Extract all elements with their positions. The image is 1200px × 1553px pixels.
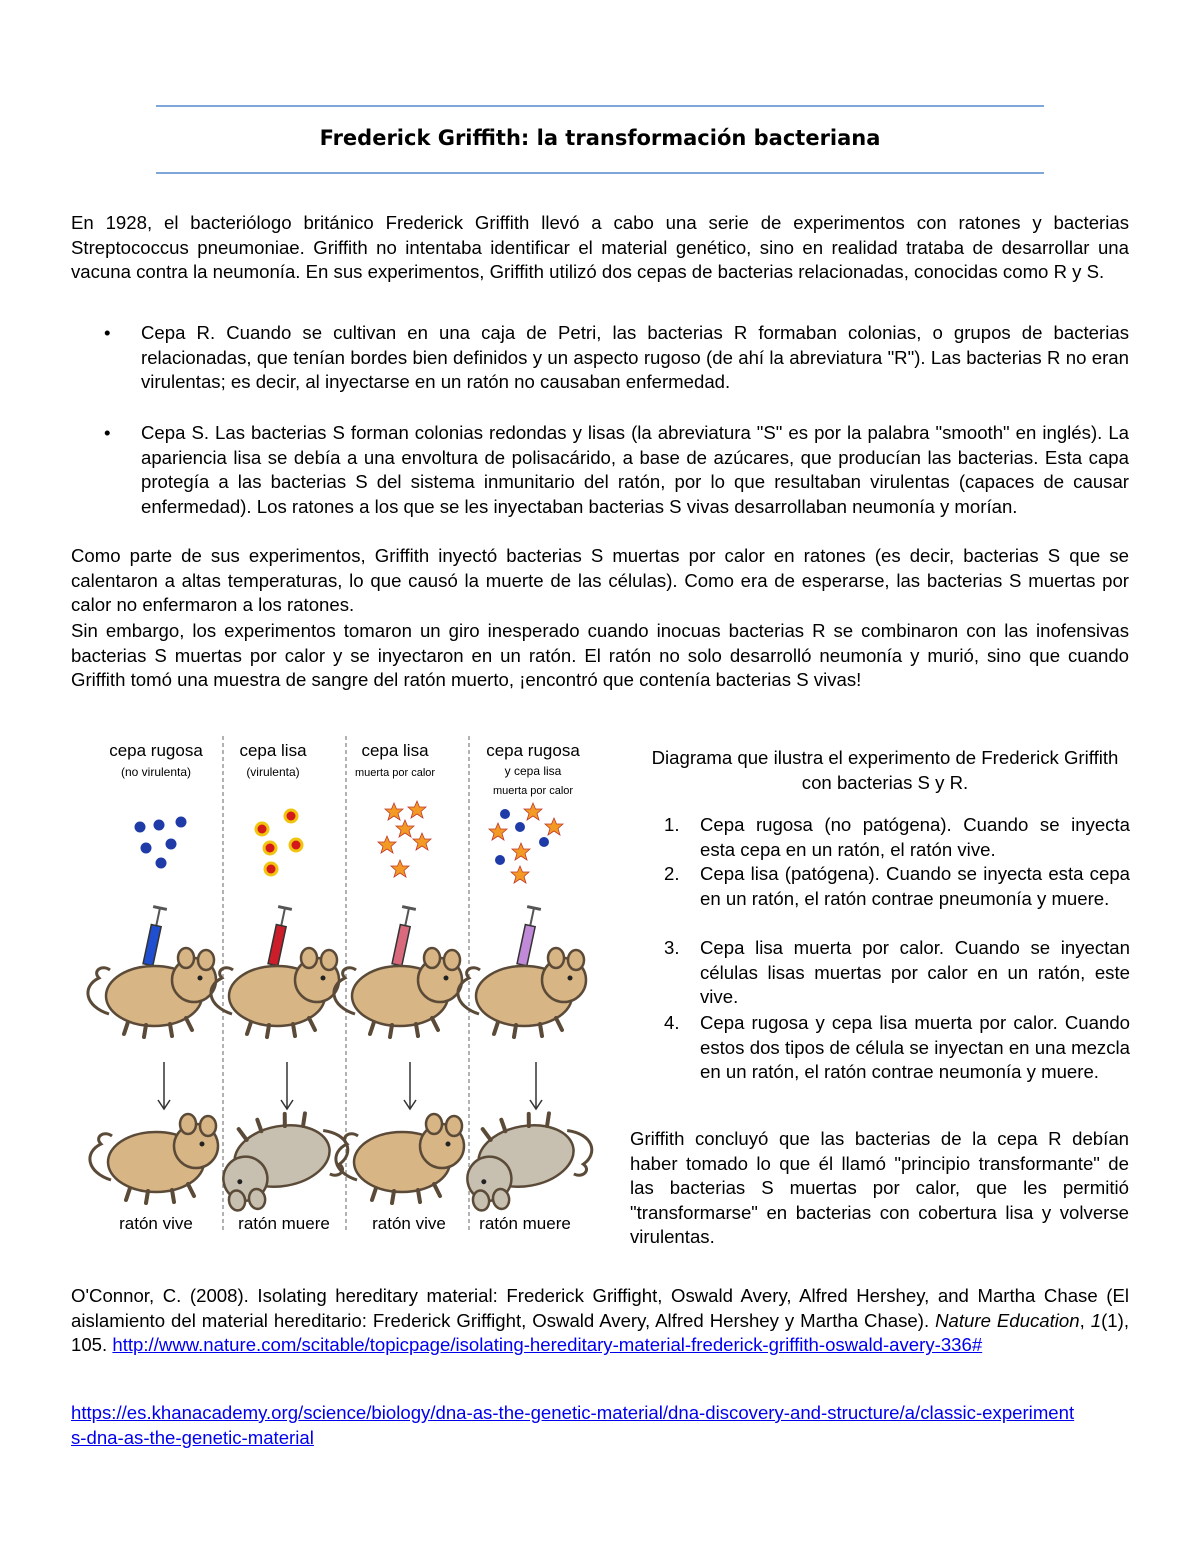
column-2-label: cepa lisa: [239, 741, 307, 760]
s-bacteria-cluster: [255, 809, 304, 877]
conclusion-paragraph: [630, 1127, 1129, 1250]
step-text: Cepa lisa muerta por calor. Cuando se inyectan células lisas muertas por calor en un ratón, este vive.: [700, 937, 1130, 1008]
step-number: 1.: [664, 814, 680, 835]
heat-killed-s-bacteria-cluster: [378, 801, 431, 877]
paragraph-text: Como parte de sus experimentos, Griffith inyectó bacterias S muertas por calor en ratones (es decir, bacterias S que se calentaron a altas temperaturas, lo que causó la muerte de las células). Como era de esperarse, las bacterias S muertas por calor no enfermaron a los ratones.: [71, 545, 1129, 616]
column-1-label: cepa rugosa: [109, 741, 203, 760]
bullet-item-cepa-r: [141, 321, 1129, 395]
reference-separator: ,: [1079, 1309, 1091, 1331]
column-3-sublabel: muerta por calor: [354, 767, 436, 779]
reference-journal: Nature Education: [935, 1309, 1080, 1331]
step-item-4: [700, 1011, 1130, 1085]
paragraph-text: Sin embargo, los experimentos tomaron un giro inesperado cuando inocuas bacterias R se combinaron con las inofensivas bacterias S muertas por calor y se inyectaron en un ratón. El ratón no solo desarrolló neumonía y murió, sino que cuando Griffith tomó una muestra de sangre del ratón muerto, ¡encontró que contenía bacterias S vivas!: [71, 620, 1129, 691]
column-4-sublabel-2: muerta por calor: [492, 785, 574, 797]
column-2-sublabel: (virulenta): [246, 765, 300, 779]
step-text: Cepa rugosa (no patógena). Cuando se inyecta esta cepa en un ratón, el ratón vive.: [700, 814, 1130, 860]
bullet-dot-icon: •: [104, 422, 111, 443]
living-mouse-icon: [336, 1114, 464, 1203]
result-4: ratón muere: [479, 1214, 571, 1233]
step-text: Cepa lisa (patógena). Cuando se inyecta esta cepa en un ratón, el ratón contrae pneumonía y muere.: [700, 863, 1130, 909]
paragraph-heat-killed: [71, 544, 1129, 618]
reference-khan: [71, 1401, 1081, 1450]
column-4-sublabel: y cepa lisa: [504, 764, 562, 778]
page-title: Frederick Griffith: la transformación bacteriana: [319, 126, 881, 150]
r-bacteria-cluster: [135, 817, 187, 869]
step-item-2: [700, 862, 1130, 911]
reference-issue: (1), 105.: [71, 1309, 1129, 1356]
step-number: 4.: [664, 1012, 680, 1033]
paragraph-unexpected: [71, 619, 1129, 693]
dead-mouse-icon: [214, 1104, 356, 1214]
reference-citation: [71, 1284, 1129, 1358]
result-2: ratón muere: [238, 1214, 330, 1233]
down-arrow-icon: [158, 1062, 542, 1109]
bullet-item-cepa-s: [141, 421, 1129, 519]
conclusion-text: Griffith concluyó que las bacterias de la cepa R debían haber tomado lo que él llamó "principio transformante" de las bacterias S muertas por calor, que les permitió "transformarse" en bacterias con cobertura lisa y volverse virulentas.: [630, 1128, 1129, 1248]
bullet-text: Cepa R. Cuando se cultivan en una caja de Petri, las bacterias R formaban colonias, o grupos de bacterias relacionadas, que tenían bordes bien definidos y un aspecto rugoso (de ahí la abreviatura "R"). Las bacterias R no eran virulentas; es decir, al inyectarse en un ratón no causaban enfermedad.: [141, 322, 1129, 393]
dead-mouse-icon: [458, 1104, 600, 1214]
intro-paragraph: [71, 211, 1129, 285]
column-1-sublabel: (no virulenta): [120, 765, 192, 779]
mixed-bacteria-cluster: [489, 803, 563, 883]
result-1: ratón vive: [119, 1214, 193, 1233]
griffith-experiment-figure: [84, 732, 614, 1242]
reference-authors: O'Connor, C. (2008). Isolating hereditary material: Frederick Griffight, Oswald Avery, Alfred Hershey, and Martha Chase (El aislamiento del material hereditario: Frederick Griffight, Oswald Avery, Alfred Hershey y Martha Chase).: [71, 1285, 1129, 1331]
step-item-1: [700, 813, 1130, 862]
reference-link-khanacademy[interactable]: https://es.khanacademy.org/science/biology/dna-as-the-genetic-material/dna-discovery-and-structure/a/classic-experiments-dna-as-the-genetic-material: [71, 1402, 1075, 1448]
column-4-label: cepa rugosa: [486, 741, 580, 760]
intro-text: En 1928, el bacteriólogo británico Frederick Griffith llevó a cabo una serie de experimentos con ratones y bacterias Streptococcus pneumoniae. Griffith no intentaba identificar el material genético, sino en realidad trataba de desarrollar una vacuna contra la neumonía. En sus experimentos, Griffith utilizó dos cepas de bacterias relacionadas, conocidas como R y S.: [71, 212, 1129, 283]
step-text: Cepa rugosa y cepa lisa muerta por calor. Cuando estos dos tipos de célula se inyectan en una mezcla en un ratón, el ratón contrae neumonía y muere.: [700, 1012, 1130, 1083]
figure-caption: Diagrama que ilustra el experimento de Frederick Griffith con bacterias S y R.: [651, 747, 1119, 793]
result-3: ratón vive: [372, 1214, 446, 1233]
column-3-label: cepa lisa: [361, 741, 429, 760]
title-rule-top: [156, 105, 1044, 107]
reference-volume: 1: [1090, 1309, 1102, 1331]
reference-link-nature[interactable]: http://www.nature.com/scitable/topicpage/isolating-hereditary-material-frederick-griffith-oswald-avery-336#: [112, 1334, 983, 1356]
step-number: 3.: [664, 937, 680, 958]
title-rule-bottom: [156, 172, 1044, 174]
bullet-text: Cepa S. Las bacterias S forman colonias redondas y lisas (la abreviatura "S" es por la palabra "smooth" en inglés). La apariencia lisa se debía a una envoltura de polisacárido, a base de azúcares, que producían las bacterias. Esta capa protegía a las bacterias S del sistema inmunitario del ratón, por lo que resultaban virulentas (capaces de causar enfermedad). Los ratones a los que se les inyectaban bacterias S vivas desarrollaban neumonía y morían.: [141, 422, 1129, 517]
bullet-dot-icon: •: [104, 322, 111, 343]
step-item-3: [700, 936, 1130, 1010]
living-mouse-icon: [90, 1114, 218, 1203]
step-number: 2.: [664, 863, 680, 884]
